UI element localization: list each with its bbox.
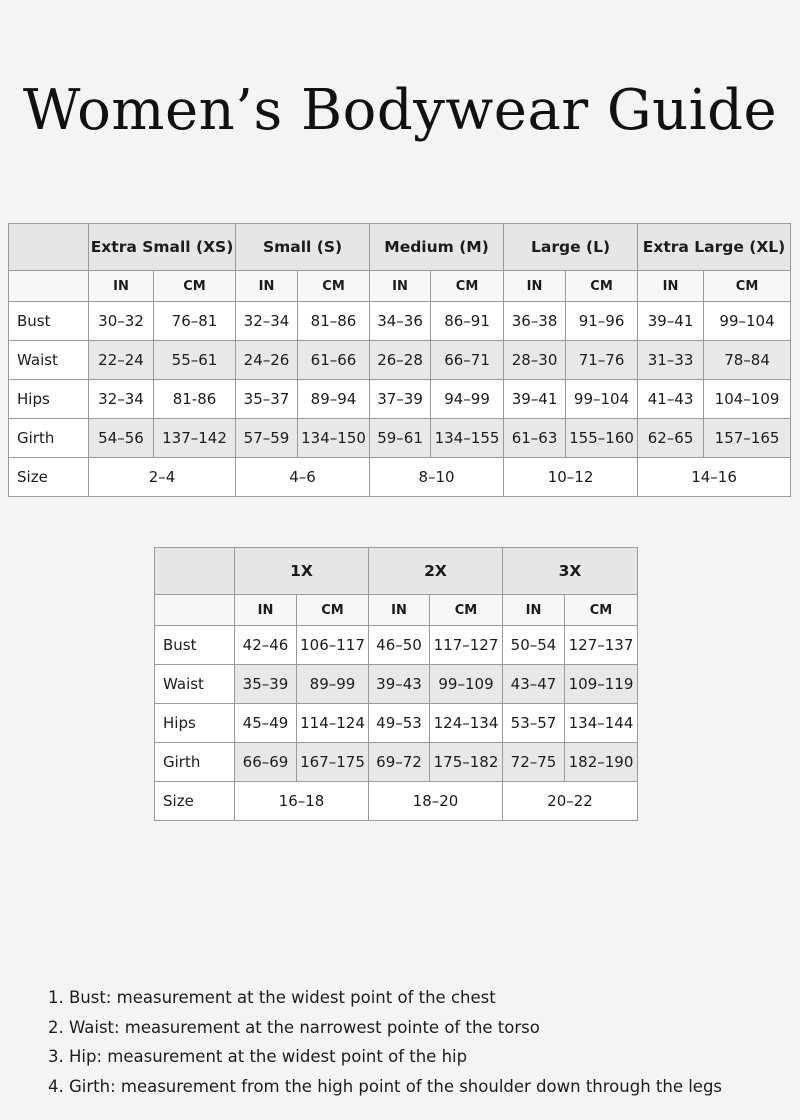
table-cell: 124–134 [430,704,503,743]
table-cell: 37–39 [370,380,431,419]
corner-cell [155,548,235,595]
unit-cm: CM [565,595,638,626]
size-range-cell: 16–18 [235,782,369,821]
measurement-notes [48,983,722,1101]
unit-in: IN [236,271,298,302]
table-row [155,704,638,743]
table-cell: 26–28 [370,341,431,380]
table-cell: 41–43 [638,380,704,419]
table-cell: 35–39 [235,665,297,704]
table-cell: 86–91 [431,302,504,341]
table-cell: 54–56 [89,419,154,458]
unit-cm: CM [298,271,370,302]
table-cell: 22–24 [89,341,154,380]
table-row [9,341,791,380]
table-cell: 91–96 [566,302,638,341]
note-item: 3. Hip: measurement at the widest point of the hip [48,1047,468,1066]
row-label: Girth [9,419,89,458]
size-chart-standard [8,223,791,497]
table-cell: 46–50 [369,626,430,665]
size-header: 3X [503,548,638,595]
note-item: 2. Waist: measurement at the narrowest pointe of the torso [48,1017,540,1037]
table-cell: 89–99 [297,665,369,704]
table-cell: 55–61 [154,341,236,380]
table-cell: 62–65 [638,419,704,458]
table-cell: 167–175 [297,743,369,782]
table-cell: 50–54 [503,626,565,665]
unit-in: IN [235,595,297,626]
table-cell: 66–69 [235,743,297,782]
unit-cm: CM [297,595,369,626]
row-label: Hips [155,704,235,743]
size-chart-plus [154,547,638,821]
table-cell: 53–57 [503,704,565,743]
table-cell: 31–33 [638,341,704,380]
size-header: Small (S) [236,224,370,271]
size-range-cell: 20–22 [503,782,638,821]
table-cell: 78–84 [704,341,791,380]
unit-in: IN [504,271,566,302]
unit-corner-cell [155,595,235,626]
table-cell: 99–109 [430,665,503,704]
note-item: 4. Girth: measurement from the high point of the shoulder down through the legs [48,1076,723,1096]
row-label: Waist [9,341,89,380]
table-cell: 71–76 [566,341,638,380]
table-cell: 43–47 [503,665,565,704]
table-cell: 134–144 [565,704,638,743]
unit-cm: CM [430,595,503,626]
unit-in: IN [503,595,565,626]
row-label: Size [9,458,89,497]
table-cell: 72–75 [503,743,565,782]
table-cell: 81-86 [154,380,236,419]
table-cell: 106–117 [297,626,369,665]
table-cell: 32–34 [89,380,154,419]
table-cell: 24–26 [236,341,298,380]
table-cell: 32–34 [236,302,298,341]
size-range-cell: 2–4 [89,458,236,497]
table-row [155,782,638,821]
table-row [155,626,638,665]
size-header: Medium (M) [370,224,504,271]
table-row [155,743,638,782]
unit-cm: CM [154,271,236,302]
table-cell: 99–104 [566,380,638,419]
unit-in: IN [89,271,154,302]
table-cell: 45–49 [235,704,297,743]
unit-cm: CM [704,271,791,302]
table-cell: 134–155 [431,419,504,458]
row-label: Bust [155,626,235,665]
table-cell: 127–137 [565,626,638,665]
note-item: 1. Bust: measurement at the widest point of the chest [48,988,496,1007]
size-range-cell: 10–12 [504,458,638,497]
table-cell: 66–71 [431,341,504,380]
table-cell: 34–36 [370,302,431,341]
table-cell: 59–61 [370,419,431,458]
table-cell: 157–165 [704,419,791,458]
table-row [155,665,638,704]
table-cell: 61–66 [298,341,370,380]
size-range-cell: 4–6 [236,458,370,497]
table-cell: 39–43 [369,665,430,704]
table-cell: 28–30 [504,341,566,380]
table-cell: 117–127 [430,626,503,665]
unit-cm: CM [431,271,504,302]
table-cell: 35–37 [236,380,298,419]
row-label: Hips [9,380,89,419]
corner-cell [9,224,89,271]
size-range-cell: 14–16 [638,458,791,497]
table-cell: 175–182 [430,743,503,782]
unit-in: IN [369,595,430,626]
size-header: Extra Large (XL) [638,224,791,271]
unit-in: IN [638,271,704,302]
size-range-cell: 18–20 [369,782,503,821]
table-cell: 49–53 [369,704,430,743]
unit-in: IN [370,271,431,302]
table-cell: 69–72 [369,743,430,782]
table-cell: 36–38 [504,302,566,341]
table-row [9,380,791,419]
table-cell: 99–104 [704,302,791,341]
table-cell: 39–41 [504,380,566,419]
table-cell: 42–46 [235,626,297,665]
row-label: Waist [155,665,235,704]
page-title: Women’s Bodywear Guide [22,78,778,143]
size-header: 1X [235,548,369,595]
table-cell: 89–94 [298,380,370,419]
table-cell: 61–63 [504,419,566,458]
table-row [9,419,791,458]
table-cell: 81–86 [298,302,370,341]
table-cell: 137–142 [154,419,236,458]
size-header: 2X [369,548,503,595]
size-header: Extra Small (XS) [89,224,236,271]
row-label: Bust [9,302,89,341]
table-row [9,458,791,497]
table-cell: 109–119 [565,665,638,704]
table-cell: 104–109 [704,380,791,419]
unit-corner-cell [9,271,89,302]
table-cell: 134–150 [298,419,370,458]
table-cell: 57–59 [236,419,298,458]
table-cell: 155–160 [566,419,638,458]
table-row [9,302,791,341]
table-cell: 114–124 [297,704,369,743]
unit-cm: CM [566,271,638,302]
size-range-cell: 8–10 [370,458,504,497]
table-cell: 39–41 [638,302,704,341]
row-label: Girth [155,743,235,782]
table-cell: 94–99 [431,380,504,419]
table-cell: 182–190 [565,743,638,782]
table-cell: 30–32 [89,302,154,341]
table-cell: 76–81 [154,302,236,341]
size-header: Large (L) [504,224,638,271]
row-label: Size [155,782,235,821]
